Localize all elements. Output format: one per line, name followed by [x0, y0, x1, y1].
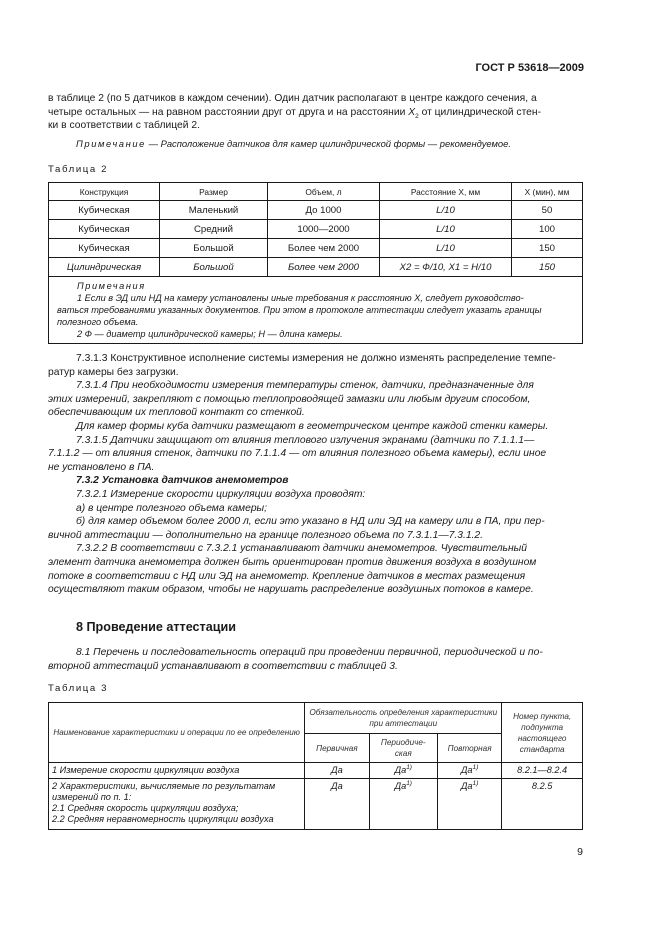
- note-line: полезного объема.: [57, 317, 139, 327]
- table3: [48, 702, 583, 830]
- table-header-cell: Номер пункта, подпункта настоящего стандарта: [502, 703, 583, 763]
- intro-line: ки в соответствии с таблицей 2.: [48, 120, 200, 132]
- paragraph: вичной аттестации — дополнительно на границе полезного объема по 7.3.1.1—7.3.1.2.: [48, 529, 484, 541]
- note-recommended: Примечание — Расположение датчиков для камер цилиндрической формы — рекомендуемое.: [76, 138, 511, 149]
- table-cell: 8.2.1—8.2.4: [502, 763, 583, 779]
- notes-title: Примечания: [77, 281, 146, 291]
- table2-caption: Таблица 2: [48, 164, 109, 175]
- table-cell: Более чем 2000: [268, 239, 380, 258]
- note-line: 1 Если в ЭД или НД на камеру установлены иные требования к расстоянию X, следует руководство-: [77, 293, 524, 303]
- table-header-cell: Наименование характеристики и операции по ее определению: [49, 703, 305, 763]
- table2: [48, 182, 583, 344]
- table-cell: L/10: [380, 239, 512, 258]
- table-cell: L/10: [380, 201, 512, 220]
- table-header-cell: Конструкция: [49, 183, 160, 201]
- table-row: [49, 220, 583, 239]
- paragraph: 7.3.2.1 Измерение скорости циркуляции воздуха проводят:: [76, 488, 366, 500]
- paragraph: б) для камер объемом более 2000 л, если это указано в НД или ЭД на камеру или в ПА, при пер-: [76, 516, 545, 528]
- paragraph: 7.3.2.2 В соответствии с 7.3.2.1 устанавливают датчики анемометров. Чувствительный: [76, 543, 527, 555]
- intro-paragraph: [48, 92, 581, 133]
- table-notes: [49, 277, 583, 344]
- paragraph: 7.3.1.4 При необходимости измерения температуры стенок, датчики, предназначенные для: [76, 380, 534, 392]
- table-cell: Средний: [160, 220, 268, 239]
- table-cell: $Да^{1)}$: [369, 763, 437, 779]
- table-header-cell: Расстояние X, мм: [380, 183, 512, 201]
- table-header-cell: Размер: [160, 183, 268, 201]
- standard-header: ГОСТ Р 53618—2009: [475, 62, 584, 74]
- table-header-row: [49, 703, 583, 734]
- intro-line: в таблице 2 (по 5 датчиков в каждом сечении). Один датчик располагают в центре каждого сечения, а: [48, 93, 537, 104]
- table-header-cell: Первичная: [305, 734, 369, 763]
- table-cell: Маленький: [160, 201, 268, 220]
- paragraph: не установлено в ПА.: [48, 461, 155, 473]
- section8-paragraph: [48, 646, 581, 673]
- table-header-cell: Повторная: [437, 734, 501, 763]
- paragraph: а) в центре полезного объема камеры;: [76, 502, 267, 514]
- table-cell: 150: [512, 258, 583, 277]
- table-cell: 150: [512, 239, 583, 258]
- note-line: ваться требованиями указанных документов. При этом в протоколе аттестации следует указать границы: [57, 305, 542, 315]
- table-cell: L/10: [380, 220, 512, 239]
- table-cell: Кубическая: [49, 220, 160, 239]
- section-title: 8 Проведение аттестации: [76, 620, 236, 634]
- table-row: [49, 258, 583, 277]
- table-row: [49, 763, 583, 779]
- table-cell: 1 Измерение скорости циркуляции воздуха: [49, 763, 305, 779]
- table-cell: Да: [305, 763, 369, 779]
- paragraph: элемент датчика анемометра должен быть ориентирован против движения воздуха в воздушном: [48, 556, 537, 568]
- table-cell: 100: [512, 220, 583, 239]
- table-cell: $Да^{1)}$: [437, 763, 501, 779]
- table-cell: Большой: [160, 258, 268, 277]
- intro-line: четыре остальных — на равном расстоянии друг от друга и на расстоянии $X_2$ от цилиндрической стен-: [48, 106, 542, 120]
- table-cell: $Да^{1)}$: [437, 779, 501, 830]
- table-cell: Да: [305, 779, 369, 830]
- body-section: [48, 352, 581, 597]
- table-header-cell: Периодиче- ская: [369, 734, 437, 763]
- paragraph: ратур камеры без загрузки.: [48, 366, 179, 378]
- table-cell: Большой: [160, 239, 268, 258]
- table-header-cell: Объем, л: [268, 183, 380, 201]
- paragraph: осуществляют таким образом, чтобы не нарушать распределение воздушных потоков в камере.: [48, 584, 534, 596]
- paragraph: вторной аттестаций устанавливают в соответствии с таблицей 3.: [48, 660, 398, 672]
- table-header-cell: Обязательность определения характеристики при аттестации: [305, 703, 502, 734]
- paragraph: обеспечивающим их тепловой контакт со стенкой.: [48, 407, 305, 419]
- table-cell: 50: [512, 201, 583, 220]
- paragraph: 7.3.1.3 Конструктивное исполнение системы измерения не должно изменять распределение темпе-: [76, 353, 556, 364]
- table-cell: Цилиндрическая: [49, 258, 160, 277]
- subsection-heading: 7.3.2 Установка датчиков анемометров: [76, 475, 289, 487]
- table-cell: Кубическая: [49, 239, 160, 258]
- table-cell: $Да^{1)}$: [369, 779, 437, 830]
- table-cell: Более чем 2000: [268, 258, 380, 277]
- table-row: [49, 779, 583, 830]
- table-row: [49, 201, 583, 220]
- table-cell: Кубическая: [49, 201, 160, 220]
- paragraph: 7.1.1.2 — от влияния стенок, датчики по 7.1.1.4 — от влияния полезного объема камеры), если иное: [48, 448, 547, 460]
- page-number: 9: [577, 846, 583, 858]
- paragraph: этих измерений, закрепляют с помощью теплопроводящей замазки или любым другим способом,: [48, 393, 531, 405]
- paragraph: Для камер формы куба датчики размещают в геометрическом центре каждой стенки камеры.: [76, 420, 549, 432]
- table-notes-row: [49, 277, 583, 344]
- table-header-cell: X (мин), мм: [512, 183, 583, 201]
- note-line: 2 Ф — диаметр цилиндрической камеры; Н — длина камеры.: [77, 329, 343, 339]
- table-header-row: [49, 183, 583, 201]
- table-cell: 8.2.5: [502, 779, 583, 830]
- paragraph: потоке в соответствии с НД или ЭД на анемометр. Крепление датчиков в местах размещения: [48, 570, 526, 582]
- paragraph: 8.1 Перечень и последовательность операций при проведении первичной, периодической и по-: [76, 647, 543, 658]
- table3-caption: Таблица 3: [48, 683, 109, 694]
- table-cell: До 1000: [268, 201, 380, 220]
- table-row: [49, 239, 583, 258]
- paragraph: 7.3.1.5 Датчики защищают от влияния теплового излучения экранами (датчики по 7.1.1.1—: [76, 434, 535, 446]
- table-cell: 1000—2000: [268, 220, 380, 239]
- table-cell: X2 = Ф/10, X1 = Н/10: [380, 258, 512, 277]
- table-cell: 2 Характеристики, вычисляемые по результатам измерений по п. 1: 2.1 Средняя скорость циркуляции воздуха; 2.2 Средняя неравномерность циркуляции воздуха: [49, 779, 305, 830]
